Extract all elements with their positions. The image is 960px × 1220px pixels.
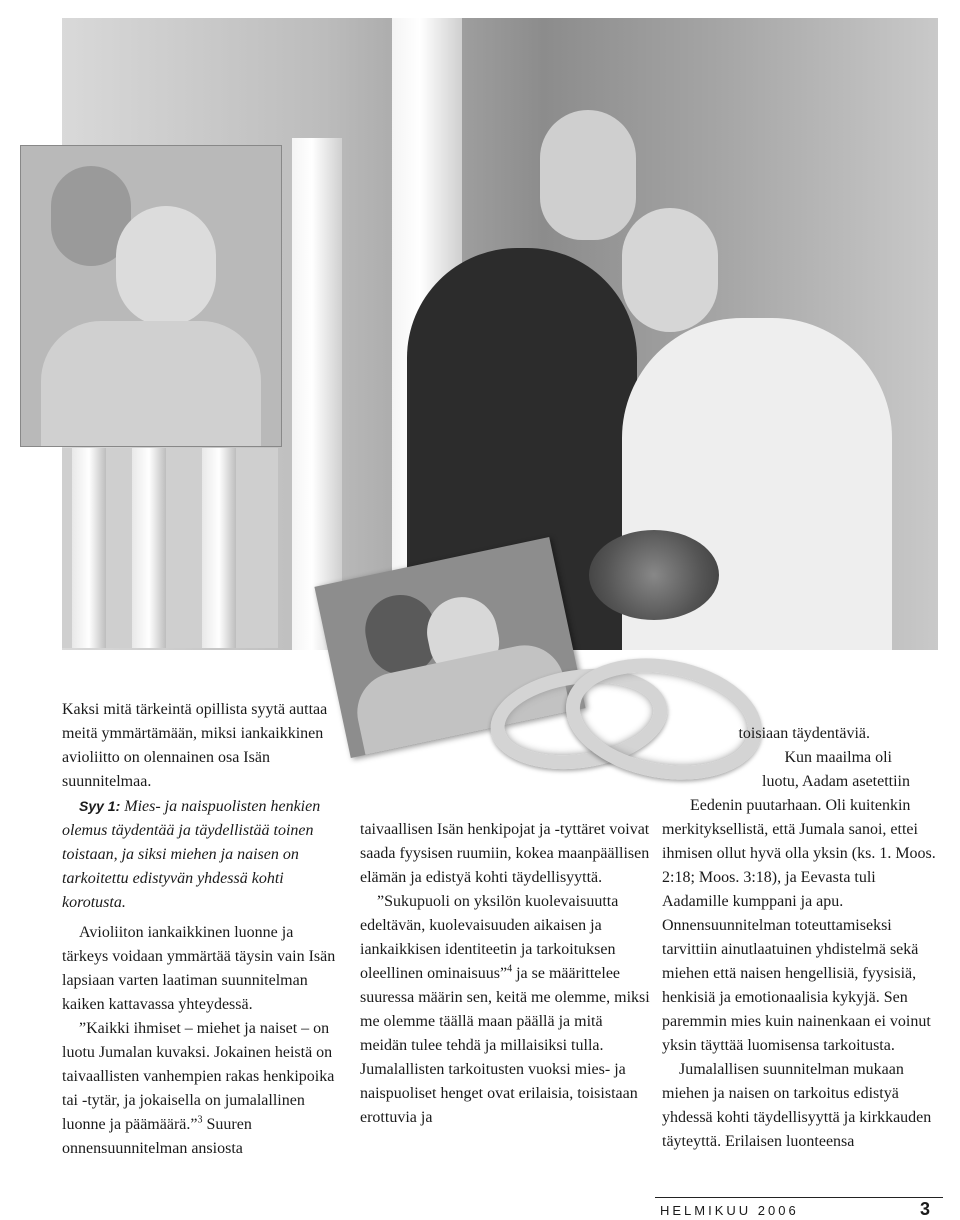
quote: ”Kaikki ihmiset – miehet ja naiset – on luotu Jumalan kuvaksi. Jokainen heistä on taivaallisten vanhempien rakas henkipoika tai -tytär, ja jokaisella on jumalallinen luonne ja päämäärä.”	[62, 1020, 335, 1133]
article-column-3	[662, 722, 940, 1154]
intro-paragraph: Kaksi mitä tärkeintä opillista syytä auttaa meitä ymmärtämään, miksi iankaikkinen avioliitto on olennainen osa Isän suunnitelmaa.	[62, 701, 328, 790]
paragraph: Avioliiton iankaikkinen luonne ja tärkeys voidaan ymmärtää täysin vain Isän lapsiaan varten laatiman suunnitelman kaiken kattavassa yhteydessä.	[62, 924, 336, 1013]
porch-columns-photo	[62, 448, 278, 648]
pillar	[132, 448, 166, 648]
footnote-ref: 3	[197, 1114, 203, 1126]
reason-text: Mies- ja naispuolisten henkien olemus täydentää ja täydellistää toinen toistaan, ja siksi miehen ja naisen on tarkoitettu edistyvän yhdessä kohti korotusta.	[62, 798, 321, 911]
shirt	[41, 321, 261, 446]
porch-column	[292, 138, 342, 650]
text-line: luotu, Aadam asetettiin	[762, 773, 910, 790]
paragraph	[62, 1017, 337, 1161]
paragraph	[360, 890, 650, 1130]
pillar	[202, 448, 236, 648]
reason-label: Syy 1:	[79, 798, 121, 814]
older-couple-photo	[20, 145, 282, 447]
article-column-2	[360, 818, 650, 1130]
groom-head	[540, 110, 636, 240]
text-line: toisiaan täydentäviä.	[738, 725, 870, 742]
quote: ”Sukupuoli on yksilön kuolevaisuutta edeltävän, kuolevaisuuden aikaisen ja iankaikkisen identiteetin ja tarkoituksen oleellinen ominaisuus”	[360, 893, 619, 982]
bride-head	[622, 208, 718, 332]
pillar	[72, 448, 106, 648]
footer-issue-date: HELMIKUU 2006	[660, 1203, 799, 1218]
paragraph: taivaallisen Isän henkipojat ja -tyttäret voivat saada fyysisen ruumiin, kokea maanpäällisen elämän ja edistyä kohti täydellisyyttä.	[360, 821, 650, 886]
text-line: Kun maailma oli	[784, 749, 892, 766]
paragraph-continuation: Suuren onnensuunnitelman ansiosta	[62, 1116, 252, 1157]
reason-1	[62, 794, 337, 915]
page-number: 3	[920, 1199, 931, 1219]
footnote-ref: 4	[507, 963, 513, 975]
footer-rule	[655, 1197, 943, 1198]
woman-head	[116, 206, 216, 326]
paragraph: Eedenin puutarhaan. Oli kuitenkin merkityksellistä, että Jumala sanoi, ettei ihmisen ollut hyvä olla yksin (ks. 1. Moos. 2:18; Moos. 3:18), ja Eevasta tuli Aadamille kumppani ja apu. Onnensuunnitelman toteuttamiseksi tarvittiin ainutlaatuinen yhdistelmä sekä miehen että naisen hengellisiä, fyysisiä, henkisiä ja emotionaalisia kykyjä. Sen paremmin mies kuin nainenkaan ei voinut yksin täyttää luomisensa tarkoitusta.	[662, 797, 936, 1054]
bouquet	[589, 530, 719, 620]
paragraph: Jumalallisen suunnitelman mukaan miehen ja naisen on tarkoitus edistyä yhdessä kohti täydellisyyttä ja kirkkauden täyteyttä. Erilaisen luonteensa	[662, 1061, 932, 1150]
paragraph-continuation: ja se määrittelee suuressa määrin sen, keitä me olemme, miksi me olemme täällä maan päällä ja mitä meidän tulee tehdä ja millaisiksi tulla. Jumalallisten tarkoitusten vuoksi mies- ja naispuoliset henget ovat erilaisia, toisistaan erottuvia ja	[360, 965, 650, 1126]
article-column-1	[62, 698, 337, 1161]
